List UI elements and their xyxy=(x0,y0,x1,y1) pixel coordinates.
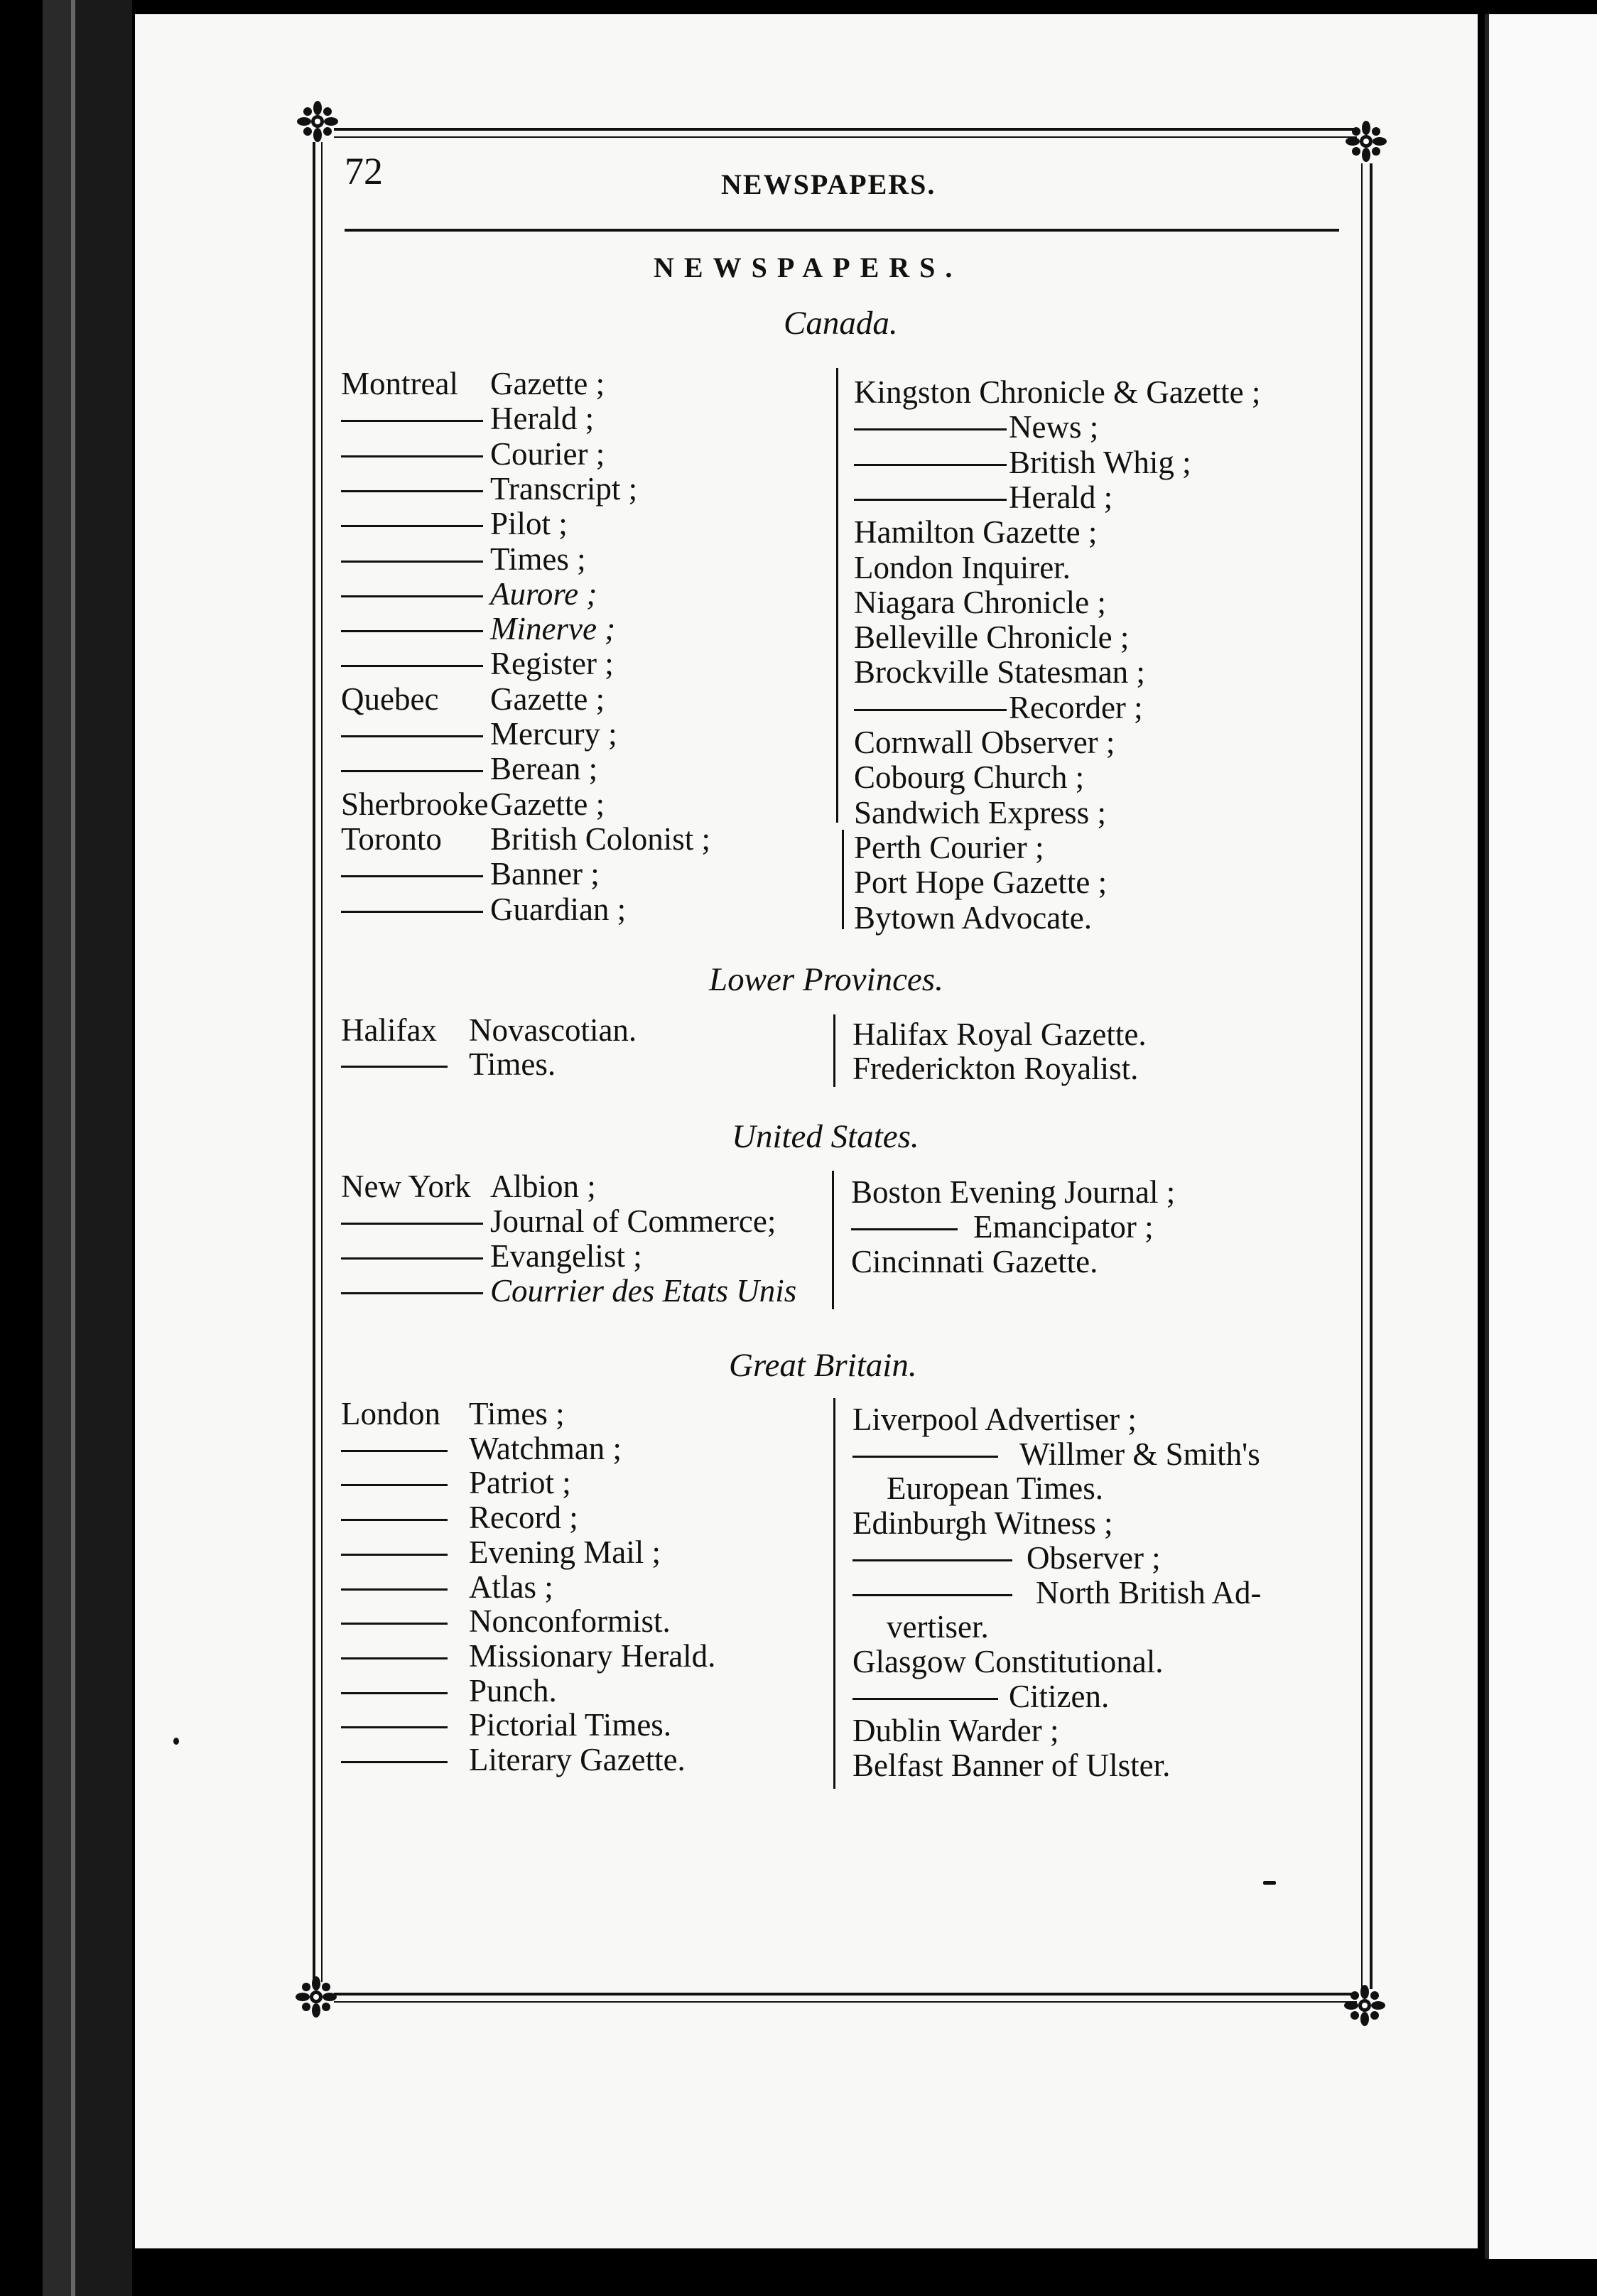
frame-top-rule-inner xyxy=(334,136,1357,138)
rosette-ornament-icon xyxy=(294,1975,338,2019)
entry-name: Minerve ; xyxy=(490,611,616,647)
entry-text: Cobourg Church ; xyxy=(854,759,1085,796)
entry-name: Evening Mail ; xyxy=(469,1534,661,1570)
frame-bottom-rule-inner xyxy=(334,2001,1357,2003)
entry-place: Toronto xyxy=(341,821,442,857)
column-divider xyxy=(836,368,838,823)
entry-place: Montreal xyxy=(341,366,458,401)
entry-name: Willmer & Smith's xyxy=(1019,1436,1260,1472)
entry-place: London xyxy=(341,1396,440,1431)
ditto-dash xyxy=(852,1698,998,1700)
ditto-dash xyxy=(341,1223,483,1225)
ditto-dash xyxy=(341,665,483,667)
entry-name: Watchman ; xyxy=(469,1430,622,1466)
entry-name: Albion ; xyxy=(490,1169,596,1204)
entry-text: Belleville Chronicle ; xyxy=(854,619,1130,656)
ditto-dash xyxy=(341,1623,448,1625)
frame-top-rule xyxy=(334,128,1357,131)
entry-text: Kingston Chronicle & Gazette ; xyxy=(854,374,1261,410)
ditto-dash xyxy=(341,630,483,632)
entry-text: Liverpool Advertiser ; xyxy=(852,1402,1137,1437)
ditto-dash xyxy=(341,770,483,772)
ditto-dash xyxy=(854,464,1007,466)
ink-speck xyxy=(173,1738,179,1745)
entry-name: Mercury ; xyxy=(490,716,617,752)
entry-name: Literary Gazette. xyxy=(469,1742,686,1777)
section-heading: Great Britain. xyxy=(729,1347,917,1384)
entry-name: Herald ; xyxy=(490,401,595,437)
section-heading: Canada. xyxy=(784,305,898,342)
page-number: 72 xyxy=(345,150,383,193)
entry-name: Register ; xyxy=(490,646,614,682)
rosette-ornament-icon xyxy=(1343,1983,1387,2027)
ditto-dash xyxy=(341,1066,448,1068)
entry-name: Evangelist ; xyxy=(490,1238,642,1274)
frame-bottom-rule xyxy=(334,1993,1357,1996)
entry-name: Banner ; xyxy=(490,856,600,892)
entry-name: Times. xyxy=(469,1046,556,1082)
entry-name: British Whig ; xyxy=(1009,444,1191,480)
entry-text: Cornwall Observer ; xyxy=(854,725,1115,760)
entry-name: Gazette ; xyxy=(490,366,605,401)
book-gutter-inner xyxy=(71,0,132,2296)
ditto-dash xyxy=(341,525,483,527)
running-head: NEWSPAPERS. xyxy=(721,168,936,200)
entry-name: Nonconformist. xyxy=(469,1603,671,1640)
entry-place: New York xyxy=(341,1169,471,1204)
ditto-dash xyxy=(341,420,483,422)
entry-place: Halifax xyxy=(341,1012,437,1048)
ditto-dash xyxy=(852,1594,1012,1596)
column-divider xyxy=(832,1171,834,1309)
rosette-ornament-icon xyxy=(296,99,340,144)
entry-name: Missionary Herald. xyxy=(469,1637,716,1674)
rosette-ornament-icon xyxy=(1344,119,1388,163)
entry-name: Pilot ; xyxy=(490,506,568,542)
entry-text: Dublin Warder ; xyxy=(852,1713,1059,1749)
entry-name: Emancipator ; xyxy=(973,1209,1154,1245)
entry-place: Sherbrooke xyxy=(341,786,489,822)
entry-text: London Inquirer. xyxy=(854,549,1071,585)
entry-name: Record ; xyxy=(469,1500,578,1536)
ditto-dash xyxy=(341,1657,448,1659)
entry-text: Belfast Banner of Ulster. xyxy=(852,1748,1171,1783)
frame-right-rule xyxy=(1370,163,1373,1989)
entry-name: Citizen. xyxy=(1009,1678,1110,1714)
frame-left-rule xyxy=(313,142,315,1982)
entry-name: Journal of Commerce; xyxy=(490,1203,776,1239)
entry-name: Pictorial Times. xyxy=(469,1707,672,1743)
entry-name: Guardian ; xyxy=(490,891,627,927)
column-divider xyxy=(833,1014,835,1087)
entry-name: Courier ; xyxy=(490,435,605,472)
ditto-dash xyxy=(341,1726,448,1728)
column-divider xyxy=(833,1398,835,1789)
ink-speck xyxy=(1263,1881,1276,1885)
ditto-dash xyxy=(341,455,483,457)
page-title: NEWSPAPERS. xyxy=(654,251,963,283)
ditto-dash xyxy=(341,1692,448,1694)
entry-text: Bytown Advocate. xyxy=(854,899,1092,936)
column-divider xyxy=(842,830,844,929)
facing-page-edge xyxy=(1485,14,1597,2259)
entry-text: European Times. xyxy=(887,1471,1104,1507)
entry-name: Times ; xyxy=(490,541,586,577)
ditto-dash xyxy=(341,911,483,913)
ditto-dash xyxy=(341,735,483,737)
entry-name: Transcript ; xyxy=(490,470,638,507)
entry-text: Perth Courier ; xyxy=(854,829,1044,865)
entry-text: Halifax Royal Gazette. xyxy=(852,1017,1147,1052)
entry-text: Hamilton Gazette ; xyxy=(854,514,1098,551)
entry-name: Patriot ; xyxy=(469,1465,571,1501)
ditto-dash xyxy=(341,1450,448,1452)
entry-text: Cincinnati Gazette. xyxy=(851,1244,1098,1279)
entry-text: Brockville Statesman ; xyxy=(854,654,1145,691)
header-rule xyxy=(345,229,1339,232)
ditto-dash xyxy=(341,1292,483,1294)
ditto-dash xyxy=(341,1484,448,1486)
entry-name: Novascotian. xyxy=(469,1012,637,1048)
entry-name: Gazette ; xyxy=(490,786,605,822)
ditto-dash xyxy=(341,561,483,563)
section-heading: United States. xyxy=(732,1118,919,1155)
ditto-dash xyxy=(852,1456,998,1458)
entry-text: Glasgow Constitutional. xyxy=(852,1643,1164,1679)
frame-left-rule-inner xyxy=(321,142,323,1982)
entry-name: North British Ad- xyxy=(1036,1574,1262,1610)
entry-name: Times ; xyxy=(469,1396,565,1431)
ditto-dash xyxy=(341,1761,448,1763)
entry-name: Gazette ; xyxy=(490,681,605,717)
ditto-dash xyxy=(854,499,1007,501)
section-heading: Lower Provinces. xyxy=(709,961,943,998)
entry-place: Quebec xyxy=(341,681,439,717)
ditto-dash xyxy=(854,428,1007,430)
entry-name: News ; xyxy=(1009,409,1099,445)
entry-name: Atlas ; xyxy=(469,1569,553,1605)
ditto-dash xyxy=(341,1257,483,1260)
ditto-dash xyxy=(341,1588,448,1591)
entry-text: Frederickton Royalist. xyxy=(852,1051,1139,1086)
ditto-dash xyxy=(341,595,483,597)
entry-name: Berean ; xyxy=(490,751,598,787)
frame-right-rule-inner xyxy=(1361,163,1363,1989)
ditto-dash xyxy=(341,1554,448,1556)
ditto-dash xyxy=(341,490,483,492)
entry-name: Herald ; xyxy=(1009,479,1113,515)
ditto-dash xyxy=(854,709,1007,711)
entry-text: Niagara Chronicle ; xyxy=(854,584,1106,620)
entry-name: Courrier des Etats Unis xyxy=(490,1273,797,1309)
entry-name: Recorder ; xyxy=(1009,689,1143,725)
entry-text: Sandwich Express ; xyxy=(854,794,1106,830)
entry-text: Edinburgh Witness ; xyxy=(852,1505,1113,1542)
entry-name: British Colonist ; xyxy=(490,821,711,857)
entry-name: Observer ; xyxy=(1027,1539,1161,1576)
entry-name: Punch. xyxy=(469,1672,557,1709)
entry-text: vertiser. xyxy=(887,1609,989,1645)
entry-text: Boston Evening Journal ; xyxy=(851,1174,1176,1210)
entry-name: Aurore ; xyxy=(490,575,597,612)
ditto-dash xyxy=(341,875,483,877)
ditto-dash xyxy=(341,1519,448,1521)
book-gutter-outer xyxy=(43,0,71,2296)
ditto-dash xyxy=(852,1559,1012,1561)
entry-text: Port Hope Gazette ; xyxy=(854,865,1108,901)
ditto-dash xyxy=(851,1228,958,1230)
